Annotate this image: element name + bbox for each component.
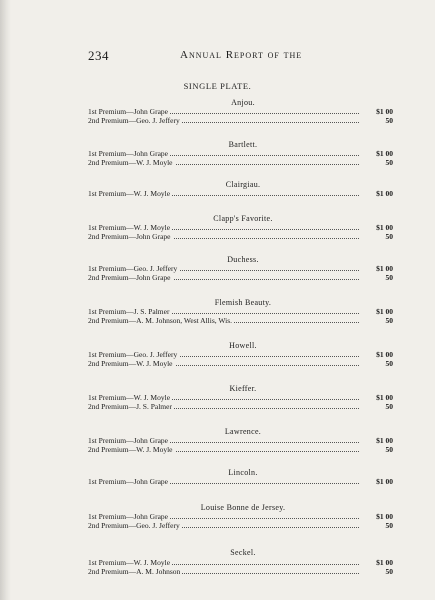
premium-amount: 50 — [385, 521, 393, 530]
premium-entry — [88, 436, 393, 445]
premium-amount: $1 00 — [376, 107, 393, 116]
variety-heading: Flemish Beauty. — [214, 298, 272, 307]
premium-entry — [88, 558, 393, 567]
premium-amount: 50 — [385, 402, 393, 411]
premium-amount: 50 — [385, 445, 393, 454]
premium-entry — [88, 350, 393, 359]
variety-heading: Lawrence. — [224, 427, 262, 436]
premium-label: 1st Premium—W. J. Moyle — [88, 558, 171, 567]
premium-label: 2nd Premium—W. J. Moyle — [88, 359, 173, 368]
variety-heading: Bartlett. — [228, 140, 258, 149]
premium-amount: 50 — [385, 273, 393, 282]
variety-heading: Duchess. — [227, 255, 259, 264]
premium-amount: $1 00 — [376, 149, 393, 158]
premium-entry — [88, 232, 393, 241]
premium-amount: $1 00 — [376, 477, 393, 486]
premium-label: 1st Premium—John Grape — [88, 477, 168, 486]
premium-amount: 50 — [385, 316, 393, 325]
premium-label: 1st Premium—John Grape — [88, 149, 168, 158]
premium-amount: 50 — [385, 567, 393, 576]
premium-label: 1st Premium—J. S. Palmer — [88, 307, 170, 316]
premium-entry — [88, 273, 393, 282]
premium-label: 1st Premium—Geo. J. Jeffery — [88, 264, 178, 273]
premium-amount: 50 — [385, 158, 393, 167]
premium-entry — [88, 189, 393, 198]
premium-entry — [88, 107, 393, 116]
premium-amount: 50 — [385, 232, 393, 241]
premium-entry — [88, 567, 393, 576]
variety-heading: Lincoln. — [228, 468, 258, 477]
premium-label: 2nd Premium—John Grape — [88, 232, 171, 241]
premium-amount: $1 00 — [376, 350, 393, 359]
premium-label: 2nd Premium—W. J. Moyle — [88, 445, 173, 454]
premium-label: 2nd Premium—Geo. J. Jeffery — [88, 521, 180, 530]
premium-entry — [88, 445, 393, 454]
premium-entry — [88, 393, 393, 402]
section-title: SINGLE PLATE. — [183, 81, 252, 91]
premium-amount: $1 00 — [376, 558, 393, 567]
premium-entry — [88, 402, 393, 411]
premium-amount: $1 00 — [376, 307, 393, 316]
premium-label: 1st Premium—W. J. Moyle — [88, 223, 171, 232]
premium-amount: $1 00 — [376, 264, 393, 273]
premium-entry — [88, 158, 393, 167]
premium-amount: 50 — [385, 116, 393, 125]
premium-entry — [88, 116, 393, 125]
premium-label: 2nd Premium—J. S. Palmer — [88, 402, 172, 411]
premium-label: 2nd Premium—W. J. Moyle — [88, 158, 173, 167]
premium-amount: 50 — [385, 359, 393, 368]
premium-label: 1st Premium—John Grape — [88, 512, 168, 521]
premium-label: 1st Premium—W. J. Moyle — [88, 189, 171, 198]
variety-heading: Kieffer. — [229, 384, 257, 393]
premium-amount: $1 00 — [376, 223, 393, 232]
premium-entry — [88, 223, 393, 232]
premium-label: 1st Premium—John Grape — [88, 107, 168, 116]
variety-heading: Howell. — [229, 341, 257, 350]
variety-heading: Clairgiau. — [225, 180, 261, 189]
premium-amount: $1 00 — [376, 512, 393, 521]
page-number: 234 — [88, 48, 109, 63]
running-head: Annual Report of the — [180, 49, 303, 61]
premium-amount: $1 00 — [376, 436, 393, 445]
premium-label: 1st Premium—Geo. J. Jeffery — [88, 350, 178, 359]
premium-entry — [88, 512, 393, 521]
premium-entry — [88, 149, 393, 158]
premium-label: 2nd Premium—John Grape — [88, 273, 171, 282]
premium-entry — [88, 264, 393, 273]
premium-label: 2nd Premium—A. M. Johnson — [88, 567, 181, 576]
premium-entry — [88, 316, 393, 325]
premium-label: 2nd Premium—Geo. J. Jeffery — [88, 116, 180, 125]
variety-heading: Clapp's Favorite. — [213, 214, 273, 223]
premium-entry — [88, 521, 393, 530]
premium-amount: $1 00 — [376, 393, 393, 402]
premium-label: 2nd Premium—A. M. Johnson, West Allis, Wis. — [88, 316, 233, 325]
premium-entry — [88, 477, 393, 486]
variety-heading: Louise Bonne de Jersey. — [200, 503, 286, 512]
premium-entry — [88, 359, 393, 368]
variety-heading: Seckel. — [230, 548, 256, 557]
variety-heading: Anjou. — [231, 98, 255, 107]
premium-label: 1st Premium—W. J. Moyle — [88, 393, 171, 402]
premium-entry — [88, 307, 393, 316]
premium-label: 1st Premium—John Grape — [88, 436, 168, 445]
premium-amount: $1 00 — [376, 189, 393, 198]
